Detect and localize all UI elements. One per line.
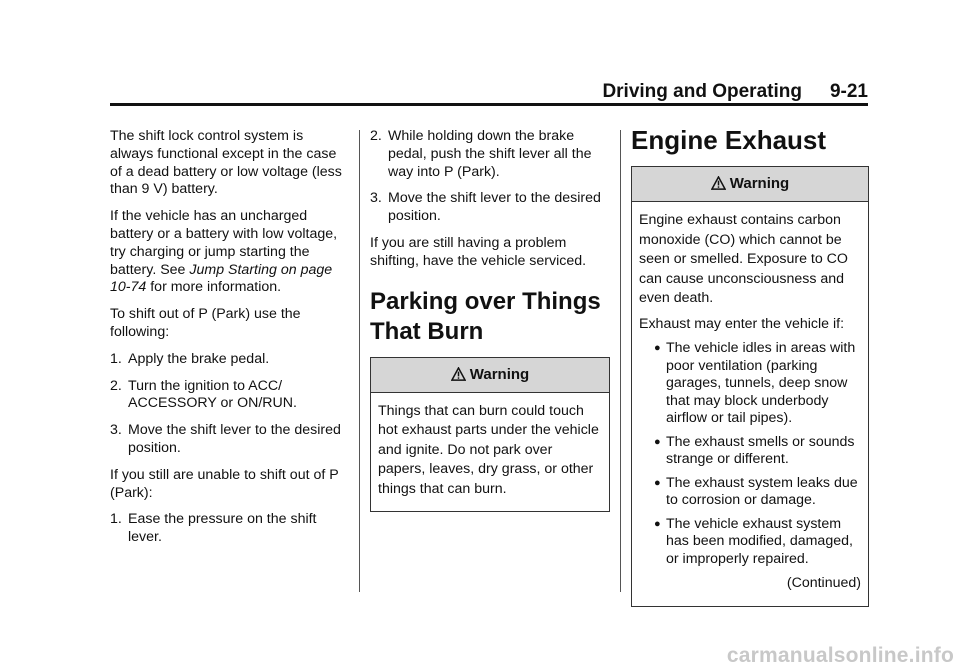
bullet-icon: ● [654, 517, 661, 530]
warning-box [370, 357, 610, 513]
bullet-icon: ● [654, 342, 661, 354]
list-item: 2. While holding down the brake pedal, push the shift lever all the way into P (Park). [370, 128, 592, 180]
paragraph: If you still are unable to shift out of P (Park): [110, 466, 339, 501]
page-number: 9-21 [829, 81, 868, 102]
warning-header: Warning [371, 358, 609, 393]
list-item: 1. Apply the brake pedal. [110, 350, 270, 367]
list-item: ● The vehicle exhaust system has been modified, damaged, or improperly repaired. [654, 515, 853, 567]
warning-text: Things that can burn could touch hot exhaust parts under the vehicle and ignite. Do not park over papers, leaves, dry grass, or other things that can burn. [378, 402, 599, 497]
paragraph: To shift out of P (Park) use the following: [110, 306, 301, 340]
warning-text: Engine exhaust contains carbon monoxide (CO) which cannot be seen or smelled. Exposure to CO can cause unconsciousness and even death. [639, 212, 848, 306]
warning-triangle-icon [711, 176, 726, 191]
section-heading: Engine Exhaust [631, 125, 827, 155]
watermark: carmanualsonline.info [726, 644, 954, 667]
list-item: 3. Move the shift lever to the desired position. [110, 422, 341, 456]
paragraph: If the vehicle has an uncharged battery or a battery with low voltage, try charging or jump starting the battery. See Jump Starting on page 10-74 for more information. [110, 208, 338, 296]
warning-header: Warning [632, 167, 868, 202]
list-item: ● The vehicle idles in areas with poor ventilation (parking garages, tunnels, deep snow that may block underbody airflow or tail pipes). [654, 340, 856, 426]
column-middle [370, 128, 610, 512]
section-title: Driving and Operating [602, 81, 802, 102]
warning-text: Exhaust may enter the vehicle if: [639, 315, 845, 332]
page-header [110, 80, 868, 104]
warning-triangle-icon [451, 367, 466, 382]
column-right [631, 124, 869, 607]
header-rule [110, 103, 868, 106]
column-divider [620, 130, 621, 592]
paragraph: The shift lock control system is always functional except in the case of a dead battery or low voltage (less than 9 V) battery. [110, 128, 342, 198]
list-item: 2. Turn the ignition to ACC/ ACCESSORY or ON/RUN. [110, 377, 297, 412]
section-heading: Parking over Things That Burn [370, 287, 601, 345]
continued-label: (Continued) [786, 575, 861, 591]
column-divider [359, 130, 360, 592]
list-item: 1. Ease the pressure on the shift lever. [110, 511, 317, 546]
bullet-icon: ● [654, 476, 661, 489]
list-item: 3. Move the shift lever to the desired position. [370, 190, 601, 225]
cross-reference-link[interactable]: Jump Starting on page 10-74 [110, 261, 333, 296]
bullet-icon: ● [654, 435, 661, 448]
list-item: ● The exhaust system leaks due to corrosion or damage. [654, 474, 858, 508]
column-left [110, 128, 348, 556]
list-item: ● The exhaust smells or sounds strange or different. [654, 433, 855, 467]
warning-box [631, 166, 869, 607]
paragraph: If you are still having a problem shifting, have the vehicle serviced. [370, 234, 587, 269]
